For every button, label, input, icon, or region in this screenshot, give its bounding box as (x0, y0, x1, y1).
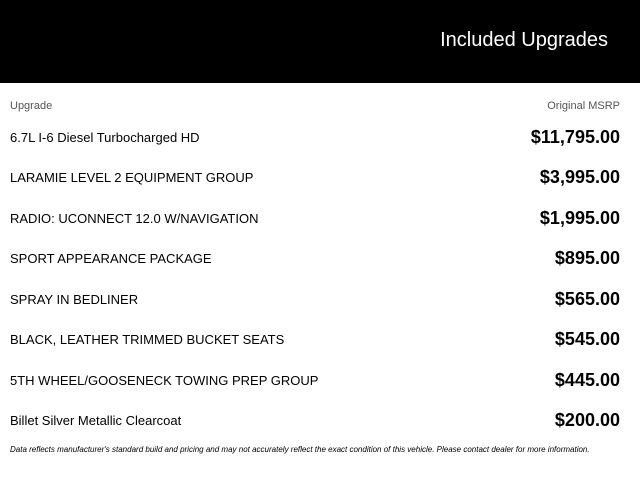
column-headers (10, 95, 620, 117)
upgrade-name: BLACK, LEATHER TRIMMED BUCKET SEATS (10, 332, 285, 348)
page-title: Included Upgrades (440, 29, 608, 51)
upgrade-row (10, 117, 620, 158)
upgrade-row (10, 279, 620, 320)
upgrade-row (10, 239, 620, 280)
upgrades-list (10, 117, 620, 441)
upgrade-name: SPRAY IN BEDLINER (10, 291, 139, 307)
upgrade-name: 6.7L I-6 Diesel Turbocharged HD (10, 129, 200, 145)
upgrade-price: $1,995.00 (539, 207, 620, 228)
upgrade-price: $565.00 (554, 288, 620, 309)
upgrade-name: 5TH WHEEL/GOOSENECK TOWING PREP GROUP (10, 372, 319, 388)
upgrade-price: $200.00 (554, 410, 620, 431)
upgrade-row (10, 401, 620, 442)
column-header-msrp: Original MSRP (547, 100, 620, 112)
upgrade-price: $445.00 (554, 369, 620, 390)
upgrades-content (0, 95, 640, 454)
upgrade-price: $545.00 (554, 329, 620, 350)
upgrade-name: RADIO: UCONNECT 12.0 W/NAVIGATION (10, 210, 259, 226)
upgrade-price: $895.00 (554, 248, 620, 269)
upgrade-row (10, 158, 620, 199)
upgrade-name: LARAMIE LEVEL 2 EQUIPMENT GROUP (10, 170, 254, 186)
column-header-upgrade: Upgrade (10, 100, 53, 112)
upgrade-price: $11,795.00 (530, 126, 620, 147)
header-bar (0, 0, 640, 83)
upgrade-row (10, 198, 620, 239)
upgrade-row (10, 360, 620, 401)
disclaimer-text: Data reflects manufacturer's standard build and pricing and may not accurately reflect the exact condition of this vehicle. Please contact dealer for more information. (10, 445, 590, 454)
upgrade-price: $3,995.00 (539, 167, 620, 188)
upgrade-name: Billet Silver Metallic Clearcoat (10, 413, 182, 429)
upgrade-row (10, 320, 620, 361)
upgrade-name: SPORT APPEARANCE PACKAGE (10, 251, 212, 267)
